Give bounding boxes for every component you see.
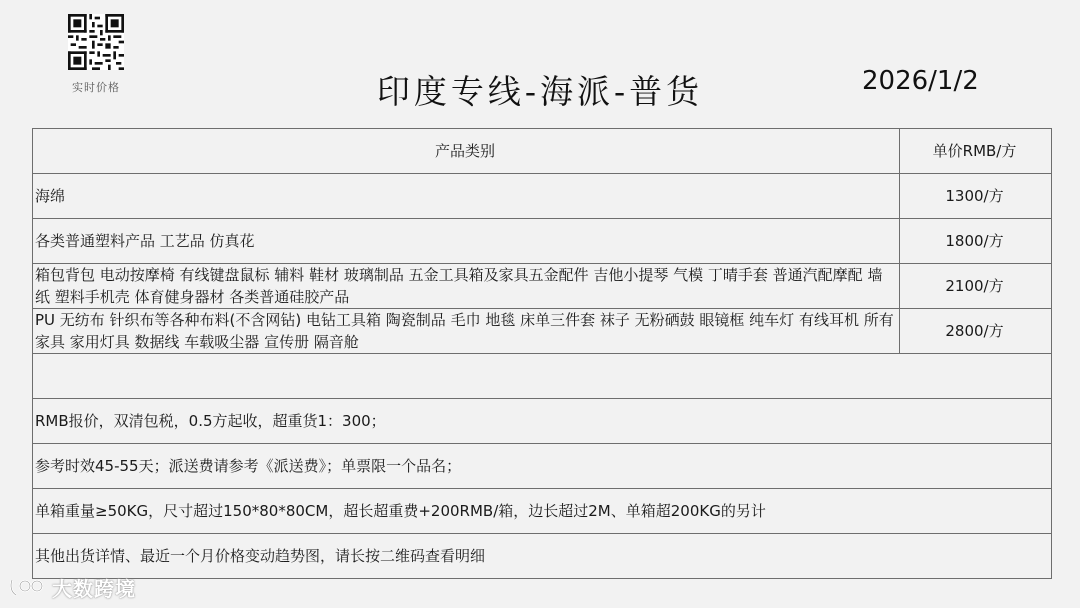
note-cell-transit: 参考时效45-55天；派送费请参考《派送费》；单票限一个品名；	[33, 444, 1052, 489]
category-cell: 海绵	[33, 174, 900, 219]
qr-caption: 实时价格	[72, 81, 120, 94]
price-cell: 1800/方	[900, 219, 1052, 264]
qr-code-icon	[68, 14, 124, 70]
table-row	[33, 174, 1052, 219]
note-cell-weight: 单箱重量≥50KG，尺寸超过150*80*80CM，超长超重费+200RMB/箱，边长超过2M、单箱超200KG的另计	[33, 489, 1052, 534]
note-cell-pricing: RMB报价，双清包税，0.5方起收，超重货1：300；	[33, 399, 1052, 444]
watermark-text: 大数跨境	[52, 576, 136, 601]
table-row	[33, 264, 1052, 309]
qr-code[interactable]	[68, 14, 124, 70]
note-cell-details: 其他出货详情、最近一个月价格变动趋势图，请长按二维码查看明细	[33, 534, 1052, 579]
note-row	[33, 354, 1052, 399]
price-cell: 2800/方	[900, 309, 1052, 354]
page-title: 印度专线-海派-普货	[376, 72, 704, 111]
watermark	[8, 572, 136, 602]
column-header-price: 单价RMB/方	[900, 129, 1052, 174]
column-header-category: 产品类别	[33, 129, 900, 174]
table-row	[33, 219, 1052, 264]
brand-logo-icon	[8, 576, 46, 598]
note-cell-empty	[33, 354, 1052, 399]
category-cell: PU 无纺布 针织布等各种布料(不含网钻) 电钻工具箱 陶瓷制品 毛巾 地毯 床单三件套 袜子 无粉硒鼓 眼镜框 纯车灯 有线耳机 所有家具 家用灯具 数据线 车载吸尘器 宣传册 隔音舱	[33, 309, 900, 354]
price-table	[32, 128, 1052, 579]
note-row	[33, 489, 1052, 534]
note-row	[33, 444, 1052, 489]
price-cell: 2100/方	[900, 264, 1052, 309]
note-row	[33, 399, 1052, 444]
category-cell: 箱包背包 电动按摩椅 有线键盘鼠标 辅料 鞋材 玻璃制品 五金工具箱及家具五金配件 吉他小提琴 气模 丁晴手套 普通汽配摩配 墙纸 塑料手机壳 体育健身器材 各类普通硅胶产品	[33, 264, 900, 309]
date-label: 2026/1/2	[862, 66, 979, 96]
table-header-row	[33, 129, 1052, 174]
price-cell: 1300/方	[900, 174, 1052, 219]
category-cell: 各类普通塑料产品 工艺品 仿真花	[33, 219, 900, 264]
table-row	[33, 309, 1052, 354]
note-row	[33, 534, 1052, 579]
